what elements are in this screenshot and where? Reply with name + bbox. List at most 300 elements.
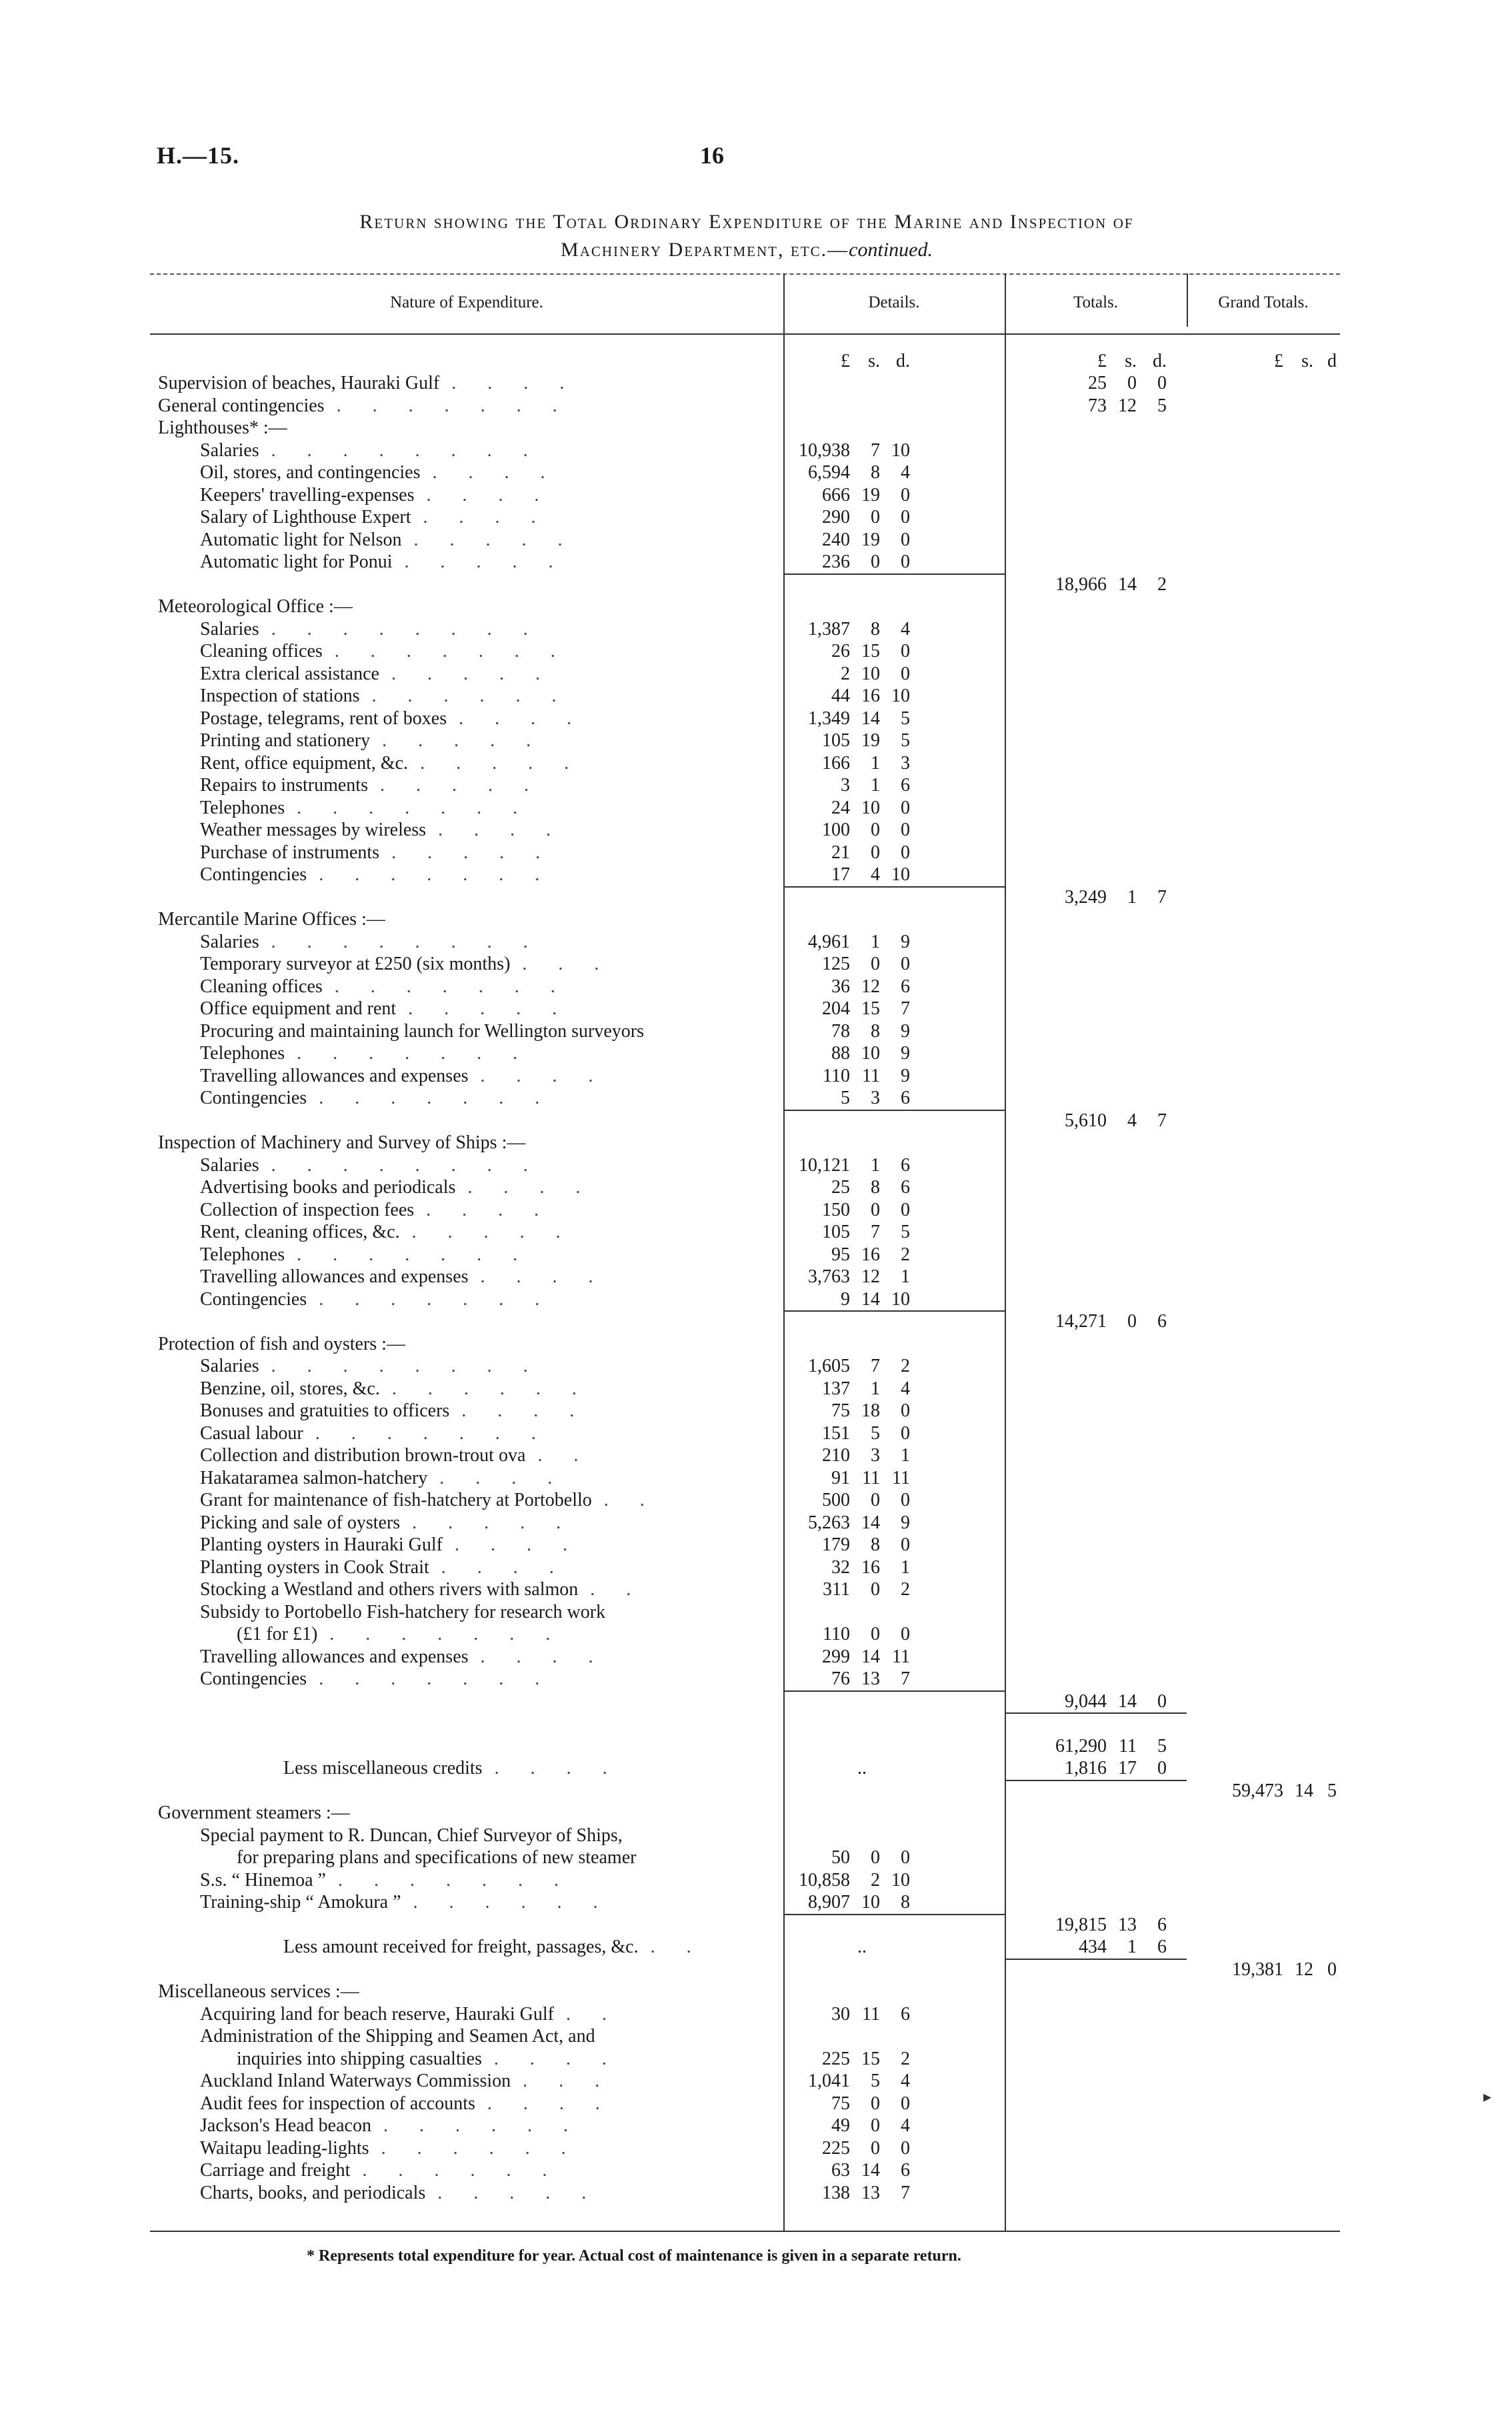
leader-dots: . . . . . <box>391 663 553 684</box>
table-row <box>150 461 1340 484</box>
document-reference: H.—15. <box>157 142 240 169</box>
detail-amount-shillings: 1 <box>871 775 880 796</box>
detail-amount-pence: 6 <box>901 2003 910 2025</box>
detail-amount-pounds: 10,938 <box>799 439 850 461</box>
detail-amount-pence: 9 <box>901 1043 910 1064</box>
table-row <box>150 1780 1340 1802</box>
leader-dots: . . . . . . <box>371 686 570 706</box>
table-row <box>150 663 1340 686</box>
detail-amount-shillings: 14 <box>861 2160 880 2181</box>
total-amount-pounds: 14,271 <box>1055 1311 1107 1332</box>
detail-amount-pence: 10 <box>891 1288 910 1310</box>
detail-amount-pence: 2 <box>901 1356 910 1376</box>
table-row <box>150 2137 1340 2160</box>
row-label <box>237 1623 773 1646</box>
row-label-text: Weather messages by wireless <box>200 820 427 840</box>
table-row <box>150 976 1340 998</box>
row-label-text: Grant for maintenance of fish-hatchery at Portobello <box>200 1490 592 1510</box>
table-row <box>150 551 1340 573</box>
table-row <box>150 484 1340 507</box>
detail-amount-pounds: 2 <box>841 663 850 684</box>
detail-amount-pounds: 110 <box>823 1624 850 1644</box>
table-row <box>150 2093 1340 2115</box>
detail-amount-pence: 4 <box>901 618 910 640</box>
table-row <box>150 372 1340 395</box>
detail-amount-pence: 4 <box>901 2071 910 2091</box>
leader-dots: . . . . . . . . <box>271 1356 541 1376</box>
total-amount-shillings: 4 <box>1127 1110 1137 1131</box>
detail-amount-shillings: 15 <box>861 998 880 1019</box>
table-row <box>150 1132 1340 1154</box>
detail-amount-shillings: 3 <box>871 1445 880 1466</box>
detail-amount-pounds: 9 <box>841 1288 850 1310</box>
row-label-text: Collection of inspection fees <box>200 1199 415 1220</box>
detail-amount-shillings: 1 <box>871 931 880 952</box>
detail-amount-shillings: 0 <box>871 2115 880 2136</box>
row-label <box>200 752 773 775</box>
detail-amount-shillings: 0 <box>871 1847 880 1868</box>
leader-dots: . . . . . . . <box>297 1043 531 1064</box>
total-amount-pounds: 25 <box>1088 373 1107 393</box>
table-row <box>150 1176 1340 1199</box>
detail-amount-pence: 0 <box>901 797 910 818</box>
leader-dots: . . . . <box>426 1199 553 1220</box>
row-label-text: Meteorological Office :— <box>158 596 353 617</box>
sum-rule <box>783 886 1005 888</box>
row-label-text: Contingencies <box>200 1668 307 1689</box>
row-label-text: Waitapu leading-lights <box>200 2137 369 2159</box>
table-row <box>150 1623 1340 1646</box>
detail-amount-shillings: 7 <box>871 1222 880 1242</box>
table-row <box>150 1400 1340 1422</box>
detail-amount-pence: 0 <box>901 1534 910 1555</box>
detail-amount-pence: 0 <box>901 1400 910 1421</box>
total-amount-pounds: 9,044 <box>1065 1690 1107 1712</box>
row-label <box>200 640 773 663</box>
detail-amount-pence: 4 <box>901 2115 910 2136</box>
row-label-text: Mercantile Marine Offices :— <box>158 909 385 930</box>
grand-total-amount-pounds: 59,473 <box>1232 1780 1283 1801</box>
row-label-text: Procuring and maintaining launch for Wellington surveyors <box>200 1020 644 1042</box>
row-label <box>200 551 773 573</box>
total-amount-pence: 5 <box>1157 395 1167 416</box>
detail-amount-pence: 0 <box>901 1847 910 1868</box>
margin-mark: ▸ <box>1483 2089 1492 2106</box>
row-label <box>200 1400 773 1422</box>
detail-amount-shillings: 1 <box>871 1154 880 1176</box>
row-label-text: Acquiring land for beach reserve, Hauraki Gulf <box>200 2003 555 2025</box>
detail-amount-shillings: 8 <box>871 1177 880 1198</box>
detail-amount-shillings: 1 <box>871 1378 880 1399</box>
row-label-text: Casual labour <box>200 1422 303 1444</box>
table-row <box>150 864 1340 886</box>
row-label <box>158 395 773 417</box>
detail-amount-pence: 0 <box>901 1490 910 1510</box>
detail-amount-pounds: 150 <box>822 1199 850 1220</box>
row-label-text: Special payment to R. Duncan, Chief Surveyor of Ships, <box>200 1825 623 1846</box>
row-label-text: for preparing plans and specifications of new steamer <box>237 1847 637 1868</box>
detail-amount-shillings: 16 <box>861 1244 880 1265</box>
detail-amount-pounds: 4,961 <box>808 931 850 952</box>
detail-amount-pence: 5 <box>901 1222 910 1242</box>
table-row <box>150 1244 1340 1266</box>
row-label <box>158 1333 773 1356</box>
table-row <box>150 1891 1340 1914</box>
table-row <box>150 842 1340 864</box>
detail-amount-shillings: 11 <box>862 1065 880 1086</box>
leader-dots: . . . . . . . <box>334 976 569 997</box>
row-label-text: Training-ship “ Amokura ” <box>200 1892 401 1913</box>
sum-rule <box>783 1110 1005 1111</box>
row-label-text: Government steamers :— <box>158 1802 350 1823</box>
detail-amount-shillings: 10 <box>861 797 880 818</box>
detail-amount-shillings: 19 <box>861 529 880 550</box>
leader-dots: . . . . . . . . <box>271 439 541 461</box>
table-row <box>150 1847 1340 1869</box>
detail-amount-pence: 0 <box>901 820 910 840</box>
leader-dots: . . . . . . . . <box>271 931 541 952</box>
detail-amount-pounds: 179 <box>822 1534 850 1555</box>
leader-dots: . . . . <box>493 2048 620 2069</box>
detail-amount-pounds: 3 <box>841 775 850 796</box>
total-amount-pence: 0 <box>1157 373 1167 393</box>
detail-amount-pounds: 3,763 <box>808 1266 850 1287</box>
table-row <box>150 640 1340 663</box>
row-label <box>158 908 773 931</box>
leader-dots: . . . . . . . . <box>271 618 541 640</box>
total-amount-pounds: 73 <box>1088 395 1107 416</box>
detail-amount-pounds: 63 <box>831 2160 850 2181</box>
table-row <box>150 2070 1340 2093</box>
leader-dots: . . . . . . <box>381 2137 579 2159</box>
table-row <box>150 595 1340 618</box>
row-label-text: Automatic light for Nelson <box>200 529 402 550</box>
row-label <box>200 976 773 998</box>
row-label-text: Inspection of stations <box>200 686 360 706</box>
row-label-text: Telephones <box>200 1244 285 1265</box>
detail-amount-shillings: 12 <box>861 976 880 997</box>
row-label <box>200 1288 773 1311</box>
table-row <box>150 506 1340 529</box>
row-label <box>200 1891 773 1914</box>
detail-amount-pence: 11 <box>892 1467 910 1488</box>
detail-amount-pence: 6 <box>901 1154 910 1176</box>
detail-amount-shillings: 18 <box>861 1400 880 1421</box>
expenditure-table <box>150 273 1340 2234</box>
detail-amount-shillings: 10 <box>861 1892 880 1913</box>
leader-dots: . . . . . <box>411 1222 574 1242</box>
table-row <box>150 1288 1340 1311</box>
detail-amount-pounds: 125 <box>822 954 850 974</box>
row-label <box>158 1132 773 1154</box>
leader-dots: . . . . . . . <box>297 797 531 818</box>
row-label <box>158 372 773 395</box>
detail-amount-pence: 0 <box>901 484 910 505</box>
detail-amount-shillings: 0 <box>871 820 880 840</box>
row-label <box>200 931 773 954</box>
leader-dots: . . . . . . . <box>329 1624 564 1644</box>
table-row <box>150 1959 1340 1981</box>
row-label <box>200 708 773 730</box>
row-label <box>200 685 773 708</box>
table-row <box>150 1042 1340 1065</box>
total-amount-shillings: 11 <box>1119 1735 1137 1756</box>
row-label-text: Miscellaneous services :— <box>158 1981 359 2002</box>
total-amount-pounds: 5,610 <box>1065 1110 1107 1131</box>
column-header-details: Details. <box>868 293 920 311</box>
title-line-1: Return showing the Total Ordinary Expenditure of the Marine and Inspection of <box>359 211 1134 233</box>
total-amount-pence: 2 <box>1157 573 1167 595</box>
leader-dots: . . . . . <box>437 2182 600 2203</box>
row-label-text: Planting oysters in Hauraki Gulf <box>200 1534 443 1555</box>
detail-amount-pence: 0 <box>901 842 910 863</box>
detail-amount-pounds: 1,349 <box>808 708 850 729</box>
table-row <box>150 1802 1340 1825</box>
detail-amount-shillings: 0 <box>871 2137 880 2159</box>
detail-amount-pounds: 137 <box>822 1378 850 1399</box>
row-label-text: Subsidy to Portobello Fish-hatchery for research work <box>200 1601 606 1622</box>
header-bottom-rule <box>150 333 1340 335</box>
leader-dots: . . . . . <box>391 842 554 863</box>
detail-placeholder: .. <box>857 1937 867 1957</box>
row-label <box>200 1512 773 1534</box>
row-label-text: Printing and stationery <box>200 730 371 751</box>
leader-dots: . . . . <box>438 820 565 840</box>
row-label-text: Telephones <box>200 1043 285 1064</box>
row-label <box>200 774 773 797</box>
title-line-2-main: Machinery Department, etc.— <box>561 239 849 261</box>
detail-amount-pence: 0 <box>901 1199 910 1220</box>
leader-dots: . . . . . <box>382 730 545 751</box>
detail-amount-pounds: 1,605 <box>808 1356 850 1376</box>
table-row <box>150 1578 1340 1601</box>
table-row <box>150 708 1340 730</box>
grand-total-amount-pence: 0 <box>1327 1959 1337 1980</box>
row-label-text: Office equipment and rent <box>200 998 397 1019</box>
row-label <box>200 484 773 507</box>
row-label-text: Collection and distribution brown-trout ova <box>200 1445 526 1466</box>
table-row <box>150 953 1340 976</box>
table-row <box>150 1981 1340 2003</box>
detail-amount-shillings: 11 <box>862 2003 880 2025</box>
table-row <box>150 752 1340 775</box>
grand-total-amount-pence: 5 <box>1327 1780 1337 1801</box>
row-label <box>200 1244 773 1266</box>
leader-dots: . . . . <box>480 1065 607 1086</box>
detail-amount-pounds: 5 <box>841 1088 850 1108</box>
leader-dots: . . . . <box>480 1646 607 1667</box>
detail-amount-shillings: 0 <box>871 954 880 974</box>
detail-amount-pounds: 44 <box>831 686 850 706</box>
detail-amount-pounds: 88 <box>831 1043 850 1064</box>
table-row <box>150 1757 1340 1780</box>
total-amount-pence: 5 <box>1157 1735 1167 1756</box>
detail-amount-pounds: 500 <box>822 1490 850 1510</box>
detail-amount-pounds: 151 <box>822 1422 850 1444</box>
table-row <box>150 2159 1340 2182</box>
row-label-text: Administration of the Shipping and Seamen Act, and <box>200 2026 595 2047</box>
leader-dots: . . . . <box>454 1534 581 1555</box>
sum-rule <box>783 1310 1005 1312</box>
leader-dots: . . . . <box>426 484 553 505</box>
row-label-text: Jackson's Head beacon <box>200 2115 371 2136</box>
table-row <box>150 1668 1340 1690</box>
page-number: 16 <box>700 142 724 169</box>
detail-amount-pence: 8 <box>901 1892 910 1913</box>
total-amount-shillings: 13 <box>1118 1914 1137 1935</box>
row-label <box>200 1154 773 1177</box>
leader-dots: . . . . <box>480 1266 607 1287</box>
detail-amount-shillings: 11 <box>862 1467 880 1488</box>
detail-amount-shillings: 5 <box>871 2071 880 2091</box>
column-header-grand-totals: Grand Totals. <box>1218 293 1309 311</box>
table-row <box>150 685 1340 708</box>
row-label <box>200 730 773 752</box>
title-line-2 <box>160 236 1333 264</box>
detail-amount-pounds: 138 <box>822 2182 850 2203</box>
leader-dots: . . . . . <box>408 998 571 1019</box>
detail-amount-pence: 10 <box>891 439 910 461</box>
table-row <box>150 1065 1340 1088</box>
table-row <box>150 1422 1340 1445</box>
detail-amount-pence: 0 <box>901 641 910 662</box>
total-amount-pence: 6 <box>1157 1311 1167 1332</box>
detail-amount-pounds: 311 <box>823 1579 850 1600</box>
row-label <box>200 506 773 529</box>
grand-shillings-head: s. <box>1301 351 1313 371</box>
detail-amount-shillings: 0 <box>871 1579 880 1600</box>
row-label-text: Audit fees for inspection of accounts <box>200 2093 475 2114</box>
row-label <box>158 1802 773 1825</box>
table-row <box>150 1489 1340 1512</box>
row-label-text: Travelling allowances and expenses <box>200 1065 469 1086</box>
detail-amount-pence: 10 <box>891 1869 910 1891</box>
row-label-text: Lighthouses* :— <box>158 417 287 438</box>
leader-dots: . . . . . . . <box>319 1668 553 1689</box>
leader-dots: . . . . . . . <box>319 864 553 885</box>
detail-amount-shillings: 1 <box>871 752 880 774</box>
leader-dots: . . . . <box>459 708 585 729</box>
detail-amount-shillings: 8 <box>871 1020 880 1042</box>
detail-amount-pence: 2 <box>901 1244 910 1265</box>
table-top-rule <box>150 273 1340 275</box>
total-amount-shillings: 12 <box>1118 395 1137 416</box>
detail-amount-pounds: 95 <box>831 1244 850 1265</box>
detail-placeholder: .. <box>857 1758 867 1778</box>
table-row <box>150 1556 1340 1579</box>
row-label <box>200 529 773 551</box>
total-amount-pence: 6 <box>1157 1937 1167 1957</box>
detail-amount-shillings: 14 <box>861 1512 880 1533</box>
grand-pence-head: d <box>1327 351 1337 371</box>
detail-amount-shillings: 10 <box>861 1043 880 1064</box>
leader-dots: . . . . . <box>420 752 583 774</box>
total-amount-pence: 0 <box>1157 1690 1167 1712</box>
row-label <box>200 1444 773 1467</box>
row-label-text: Rent, cleaning offices, &c. <box>200 1222 400 1242</box>
leader-dots: . . <box>650 1937 705 1957</box>
row-label-text: Planting oysters in Cook Strait <box>200 1556 429 1578</box>
row-label <box>200 1355 773 1378</box>
leader-dots: . . . . . . . . <box>271 1154 541 1176</box>
row-label-text: Postage, telegrams, rent of boxes <box>200 708 447 729</box>
row-label <box>200 1467 773 1490</box>
detail-amount-pence: 6 <box>901 1088 910 1108</box>
row-label <box>200 1534 773 1556</box>
row-label <box>200 1869 773 1892</box>
detail-amount-pounds: 10,121 <box>799 1154 850 1176</box>
detail-amount-pounds: 76 <box>831 1668 850 1689</box>
row-label-text: Benzine, oil, stores, &c. <box>200 1378 380 1399</box>
detail-amount-pence: 5 <box>901 708 910 729</box>
detail-amount-shillings: 16 <box>861 686 880 706</box>
leader-dots: . . <box>603 1490 658 1510</box>
detail-amount-pence: 9 <box>901 1065 910 1086</box>
detail-amount-shillings: 19 <box>861 484 880 505</box>
detail-amount-pounds: 110 <box>823 1065 850 1086</box>
row-label <box>200 1042 773 1065</box>
row-label-text: Auckland Inland Waterways Commission <box>200 2071 511 2091</box>
detail-amount-pounds: 8,907 <box>808 1892 850 1913</box>
detail-amount-shillings: 14 <box>861 1646 880 1667</box>
detail-amount-pence: 7 <box>901 1668 910 1689</box>
row-label <box>200 1422 773 1445</box>
row-label-text: Cleaning offices <box>200 976 323 997</box>
footnote: * Represents total expenditure for year. Actual cost of maintenance is given in a separate return. <box>307 2247 961 2265</box>
totals-pounds-head: £ <box>1097 351 1107 371</box>
detail-amount-pounds: 26 <box>831 641 850 662</box>
detail-amount-pounds: 290 <box>822 507 850 527</box>
table-row <box>150 1936 1340 1959</box>
total-amount-pounds: 1,816 <box>1065 1758 1107 1778</box>
row-label <box>158 417 773 439</box>
detail-amount-pence: 10 <box>891 686 910 706</box>
row-label <box>200 2159 773 2182</box>
row-label <box>200 2137 773 2160</box>
column-header-totals: Totals. <box>1073 293 1118 311</box>
detail-amount-pounds: 666 <box>822 484 850 505</box>
grand-total-amount-shillings: 14 <box>1295 1780 1313 1801</box>
sum-rule <box>1005 1712 1187 1714</box>
table-row <box>150 1221 1340 1244</box>
sum-rule <box>783 1914 1005 1915</box>
row-label <box>200 1087 773 1110</box>
table-row <box>150 1154 1340 1177</box>
row-label-text: Charts, books, and periodicals <box>200 2182 426 2203</box>
row-label <box>200 1266 773 1288</box>
detail-amount-shillings: 8 <box>871 1534 880 1555</box>
total-amount-shillings: 0 <box>1127 1311 1137 1332</box>
row-label <box>200 998 773 1020</box>
table-row <box>150 573 1340 596</box>
detail-amount-pounds: 91 <box>831 1467 850 1488</box>
total-amount-pence: 0 <box>1157 1758 1167 1778</box>
table-row <box>150 1512 1340 1534</box>
row-label-text: General contingencies <box>158 395 325 416</box>
table-row <box>150 1444 1340 1467</box>
row-label <box>200 2115 773 2137</box>
leader-dots: . . . . . <box>413 529 576 550</box>
table-row <box>150 2182 1340 2205</box>
row-label-text: Cleaning offices <box>200 641 323 662</box>
detail-amount-pounds: 75 <box>831 2093 850 2114</box>
detail-amount-pence: 9 <box>901 931 910 952</box>
total-amount-shillings: 14 <box>1118 1690 1137 1712</box>
row-label <box>200 2182 773 2205</box>
row-label <box>200 2003 773 2026</box>
detail-amount-shillings: 13 <box>861 1668 880 1689</box>
leader-dots: . . . . . . <box>383 2115 581 2136</box>
